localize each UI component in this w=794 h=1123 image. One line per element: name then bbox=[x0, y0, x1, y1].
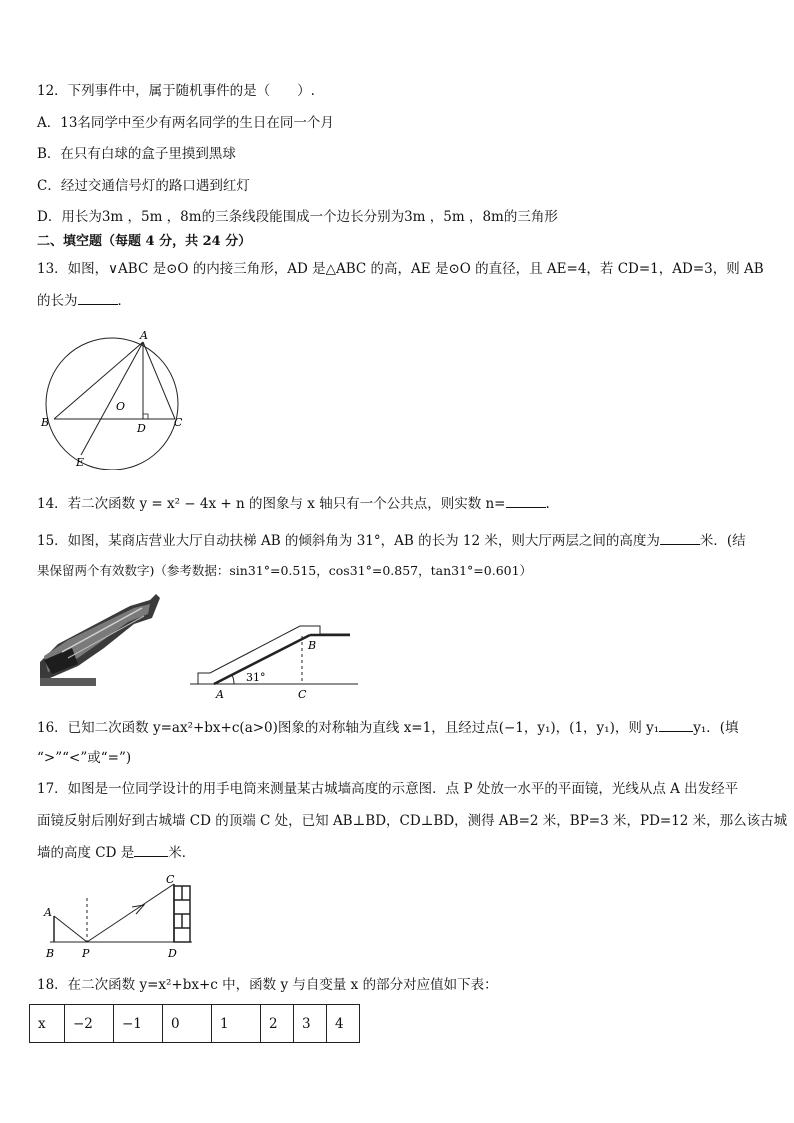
q12-option-a: A．13名同学中至少有两名同学的生日在同一个月 bbox=[37, 115, 334, 131]
q12-option-c: C．经过交通信号灯的路口遇到红灯 bbox=[37, 178, 250, 194]
q15-line2: 果保留两个有效数字)（参考数据：sin31°=0.515，cos31°=0.857，tan31°=0.601） bbox=[37, 563, 533, 578]
q14-end: . bbox=[545, 496, 550, 512]
q15-label-b: B bbox=[308, 639, 317, 652]
q13-label-o: O bbox=[116, 400, 126, 413]
q14-line bbox=[37, 494, 550, 513]
q13-line2-text: 的长为 bbox=[37, 293, 78, 309]
q13-label-d: D bbox=[137, 422, 146, 435]
q13-circle-figure bbox=[38, 330, 188, 470]
section-fill-in-blank-header: 二、填空题（每题 4 分，共 24 分） bbox=[37, 234, 252, 249]
q17-label-b: B bbox=[46, 947, 55, 960]
q15-escalator-diagram bbox=[190, 596, 365, 704]
table-cell: −1 bbox=[114, 1005, 163, 1043]
q15-text-end: 米．(结 bbox=[699, 533, 746, 549]
q13-line1: 13．如图，∨ABC 是⊙O 的内接三角形，AD 是△ABC 的高，AE 是⊙O 的直径，且 AE=4，若 CD=1，AD=3，则 AB bbox=[37, 261, 764, 277]
escalator-photo bbox=[38, 592, 160, 690]
q17-text-end: 米． bbox=[168, 845, 196, 861]
q15-angle-label: 31° bbox=[246, 671, 266, 684]
table-cell: 2 bbox=[261, 1005, 294, 1043]
table-cell: 1 bbox=[212, 1005, 261, 1043]
q16-text-end: y₁．(填 bbox=[693, 720, 739, 736]
q17-label-a: A bbox=[44, 906, 52, 919]
q17-wall-diagram bbox=[40, 870, 200, 966]
table-cell-x: x bbox=[30, 1005, 65, 1043]
q18-stem: 18．在二次函数 y=x²+bx+c 中，函数 y 与自变量 x 的部分对应值如下表： bbox=[37, 977, 498, 993]
q18-value-table bbox=[29, 1004, 360, 1043]
q14-text: 14．若二次函数 y = x² − 4x + n 的图象与 x 轴只有一个公共点，则实数 n= bbox=[37, 496, 506, 512]
table-row bbox=[30, 1005, 360, 1043]
q12-stem: 12．下列事件中，属于随机事件的是（ ）. bbox=[37, 83, 315, 99]
q13-label-c: C bbox=[174, 416, 183, 429]
q13-label-b: B bbox=[41, 416, 50, 429]
table-cell: 4 bbox=[327, 1005, 360, 1043]
q15-label-a: A bbox=[216, 688, 224, 701]
q15-label-c: C bbox=[298, 688, 307, 701]
q17-text: 墙的高度 CD 是 bbox=[37, 845, 135, 861]
q15-line1 bbox=[37, 531, 746, 550]
q17-line3 bbox=[37, 843, 195, 862]
q13-line2-end: ． bbox=[117, 293, 131, 309]
q17-label-d: D bbox=[168, 947, 177, 960]
q14-answer-blank bbox=[506, 494, 546, 508]
q15-text: 15．如图，某商店营业大厅自动扶梯 AB 的倾斜角为 31°，AB 的长为 12 米，则大厅两层之间的高度为 bbox=[37, 533, 660, 549]
table-cell: 3 bbox=[294, 1005, 327, 1043]
q16-line2: “>”“<”或“=”) bbox=[37, 750, 132, 766]
q17-label-c: C bbox=[166, 873, 175, 886]
q17-answer-blank bbox=[134, 843, 168, 857]
q17-line1: 17．如图是一位同学设计的用手电筒来测量某古城墙高度的示意图．点 P 处放一水平的平面镜，光线从点 A 出发经平 bbox=[37, 781, 739, 797]
q17-label-p: P bbox=[82, 947, 90, 960]
q13-answer-blank bbox=[78, 291, 118, 305]
q16-text: 16．已知二次函数 y=ax²+bx+c(a>0)图象的对称轴为直线 x=1，且经过点(−1，y₁)，(1，y₁)，则 y₁ bbox=[37, 720, 660, 736]
q15-answer-blank bbox=[660, 531, 700, 545]
q16-answer-blank bbox=[659, 718, 693, 732]
q12-option-d: D．用长为3m ，5m ，8m的三条线段能围成一个边长分别为3m ，5m ，8m的三角形 bbox=[37, 209, 558, 225]
q17-line2: 面镜反射后刚好到古城墙 CD 的顶端 C 处，已知 AB⊥BD，CD⊥BD，测得 AB=2 米，BP=3 米，PD=12 米，那么该古城 bbox=[37, 813, 788, 829]
q13-label-a: A bbox=[140, 330, 148, 342]
q12-option-b: B．在只有白球的盒子里摸到黑球 bbox=[37, 146, 236, 162]
q16-line1 bbox=[37, 718, 739, 737]
table-cell: 0 bbox=[163, 1005, 212, 1043]
table-cell: −2 bbox=[65, 1005, 114, 1043]
q13-label-e: E bbox=[76, 456, 85, 469]
q13-line2 bbox=[37, 291, 131, 310]
